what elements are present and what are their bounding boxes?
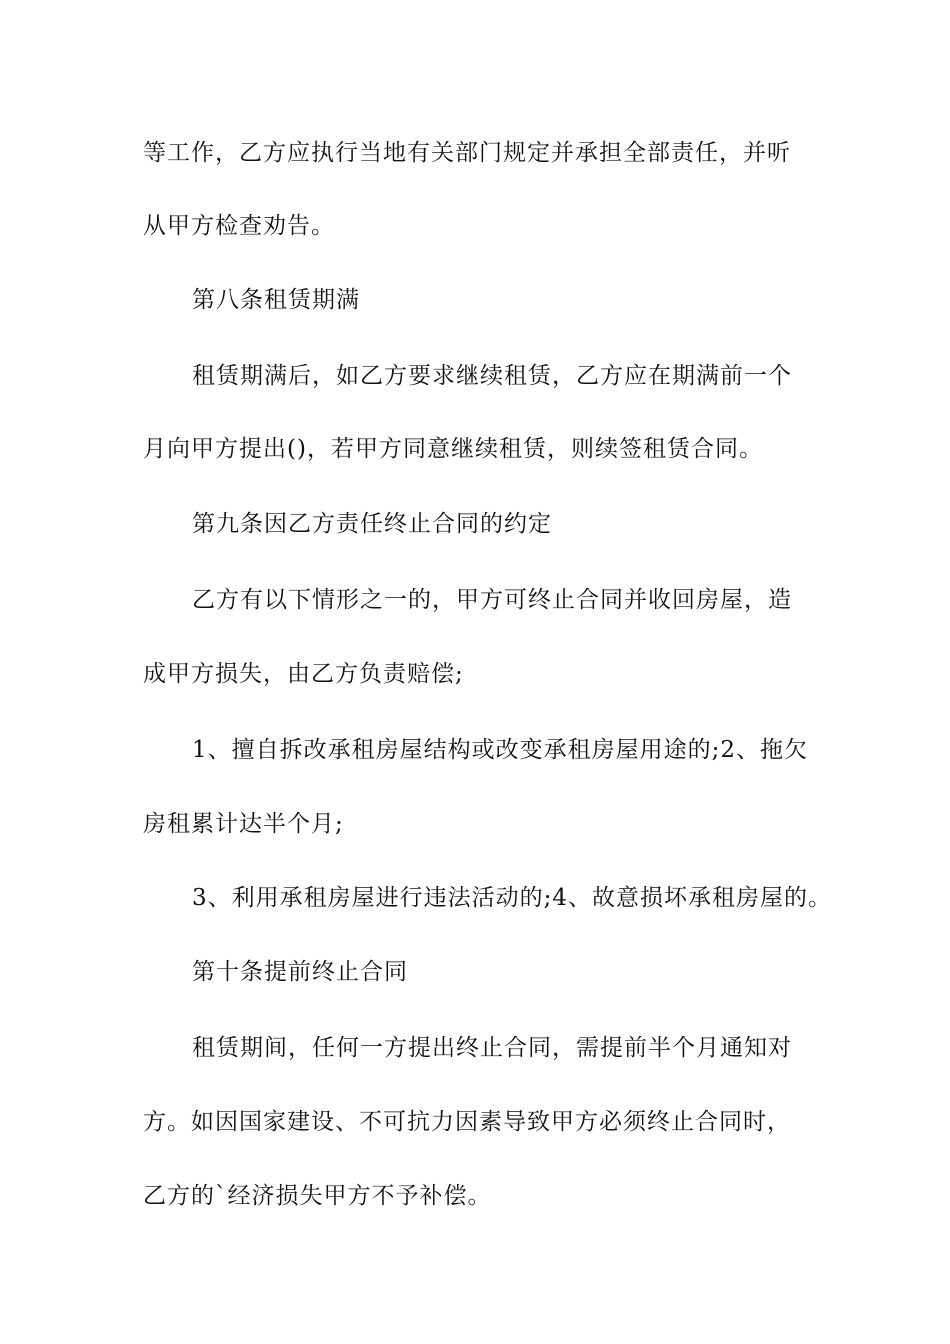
section-heading-article-10: 第十条提前终止合同	[192, 959, 408, 985]
paragraph-line-9: 乙方的`经济损失甲方不予补偿。	[143, 1183, 492, 1209]
section-heading-article-9: 第九条因乙方责任终止合同的约定	[192, 511, 552, 537]
paragraph-line-7: 租赁期间，任何一方提出终止合同，需提前半个月通知对	[192, 1035, 792, 1061]
paragraph-line-8: 方。如因国家建设、不可抗力因素导致甲方必须终止合同时，	[143, 1109, 791, 1135]
paragraph-line-2: 从甲方检查劝告。	[143, 213, 335, 239]
paragraph-line-3: 租赁期满后，如乙方要求继续租赁，乙方应在期满前一个	[192, 363, 792, 389]
list-item-line-1: 1、擅自拆改承租房屋结构或改变承租房屋用途的;2、拖欠	[192, 737, 809, 763]
paragraph-line-6: 成甲方损失，由乙方负责赔偿;	[143, 661, 464, 687]
section-heading-article-8: 第八条租赁期满	[192, 287, 360, 313]
paragraph-line-5: 乙方有以下情形之一的，甲方可终止合同并收回房屋，造	[192, 587, 792, 613]
paragraph-line-1: 等工作，乙方应执行当地有关部门规定并承担全部责任，并听	[143, 140, 791, 166]
list-item-line-2: 房租累计达半个月;	[143, 811, 344, 837]
list-item-line-3: 3、利用承租房屋进行违法活动的;4、故意损坏承租房屋的。	[192, 885, 833, 911]
paragraph-line-4: 月向甲方提出()，若甲方同意继续租赁，则续签租赁合同。	[143, 436, 763, 462]
